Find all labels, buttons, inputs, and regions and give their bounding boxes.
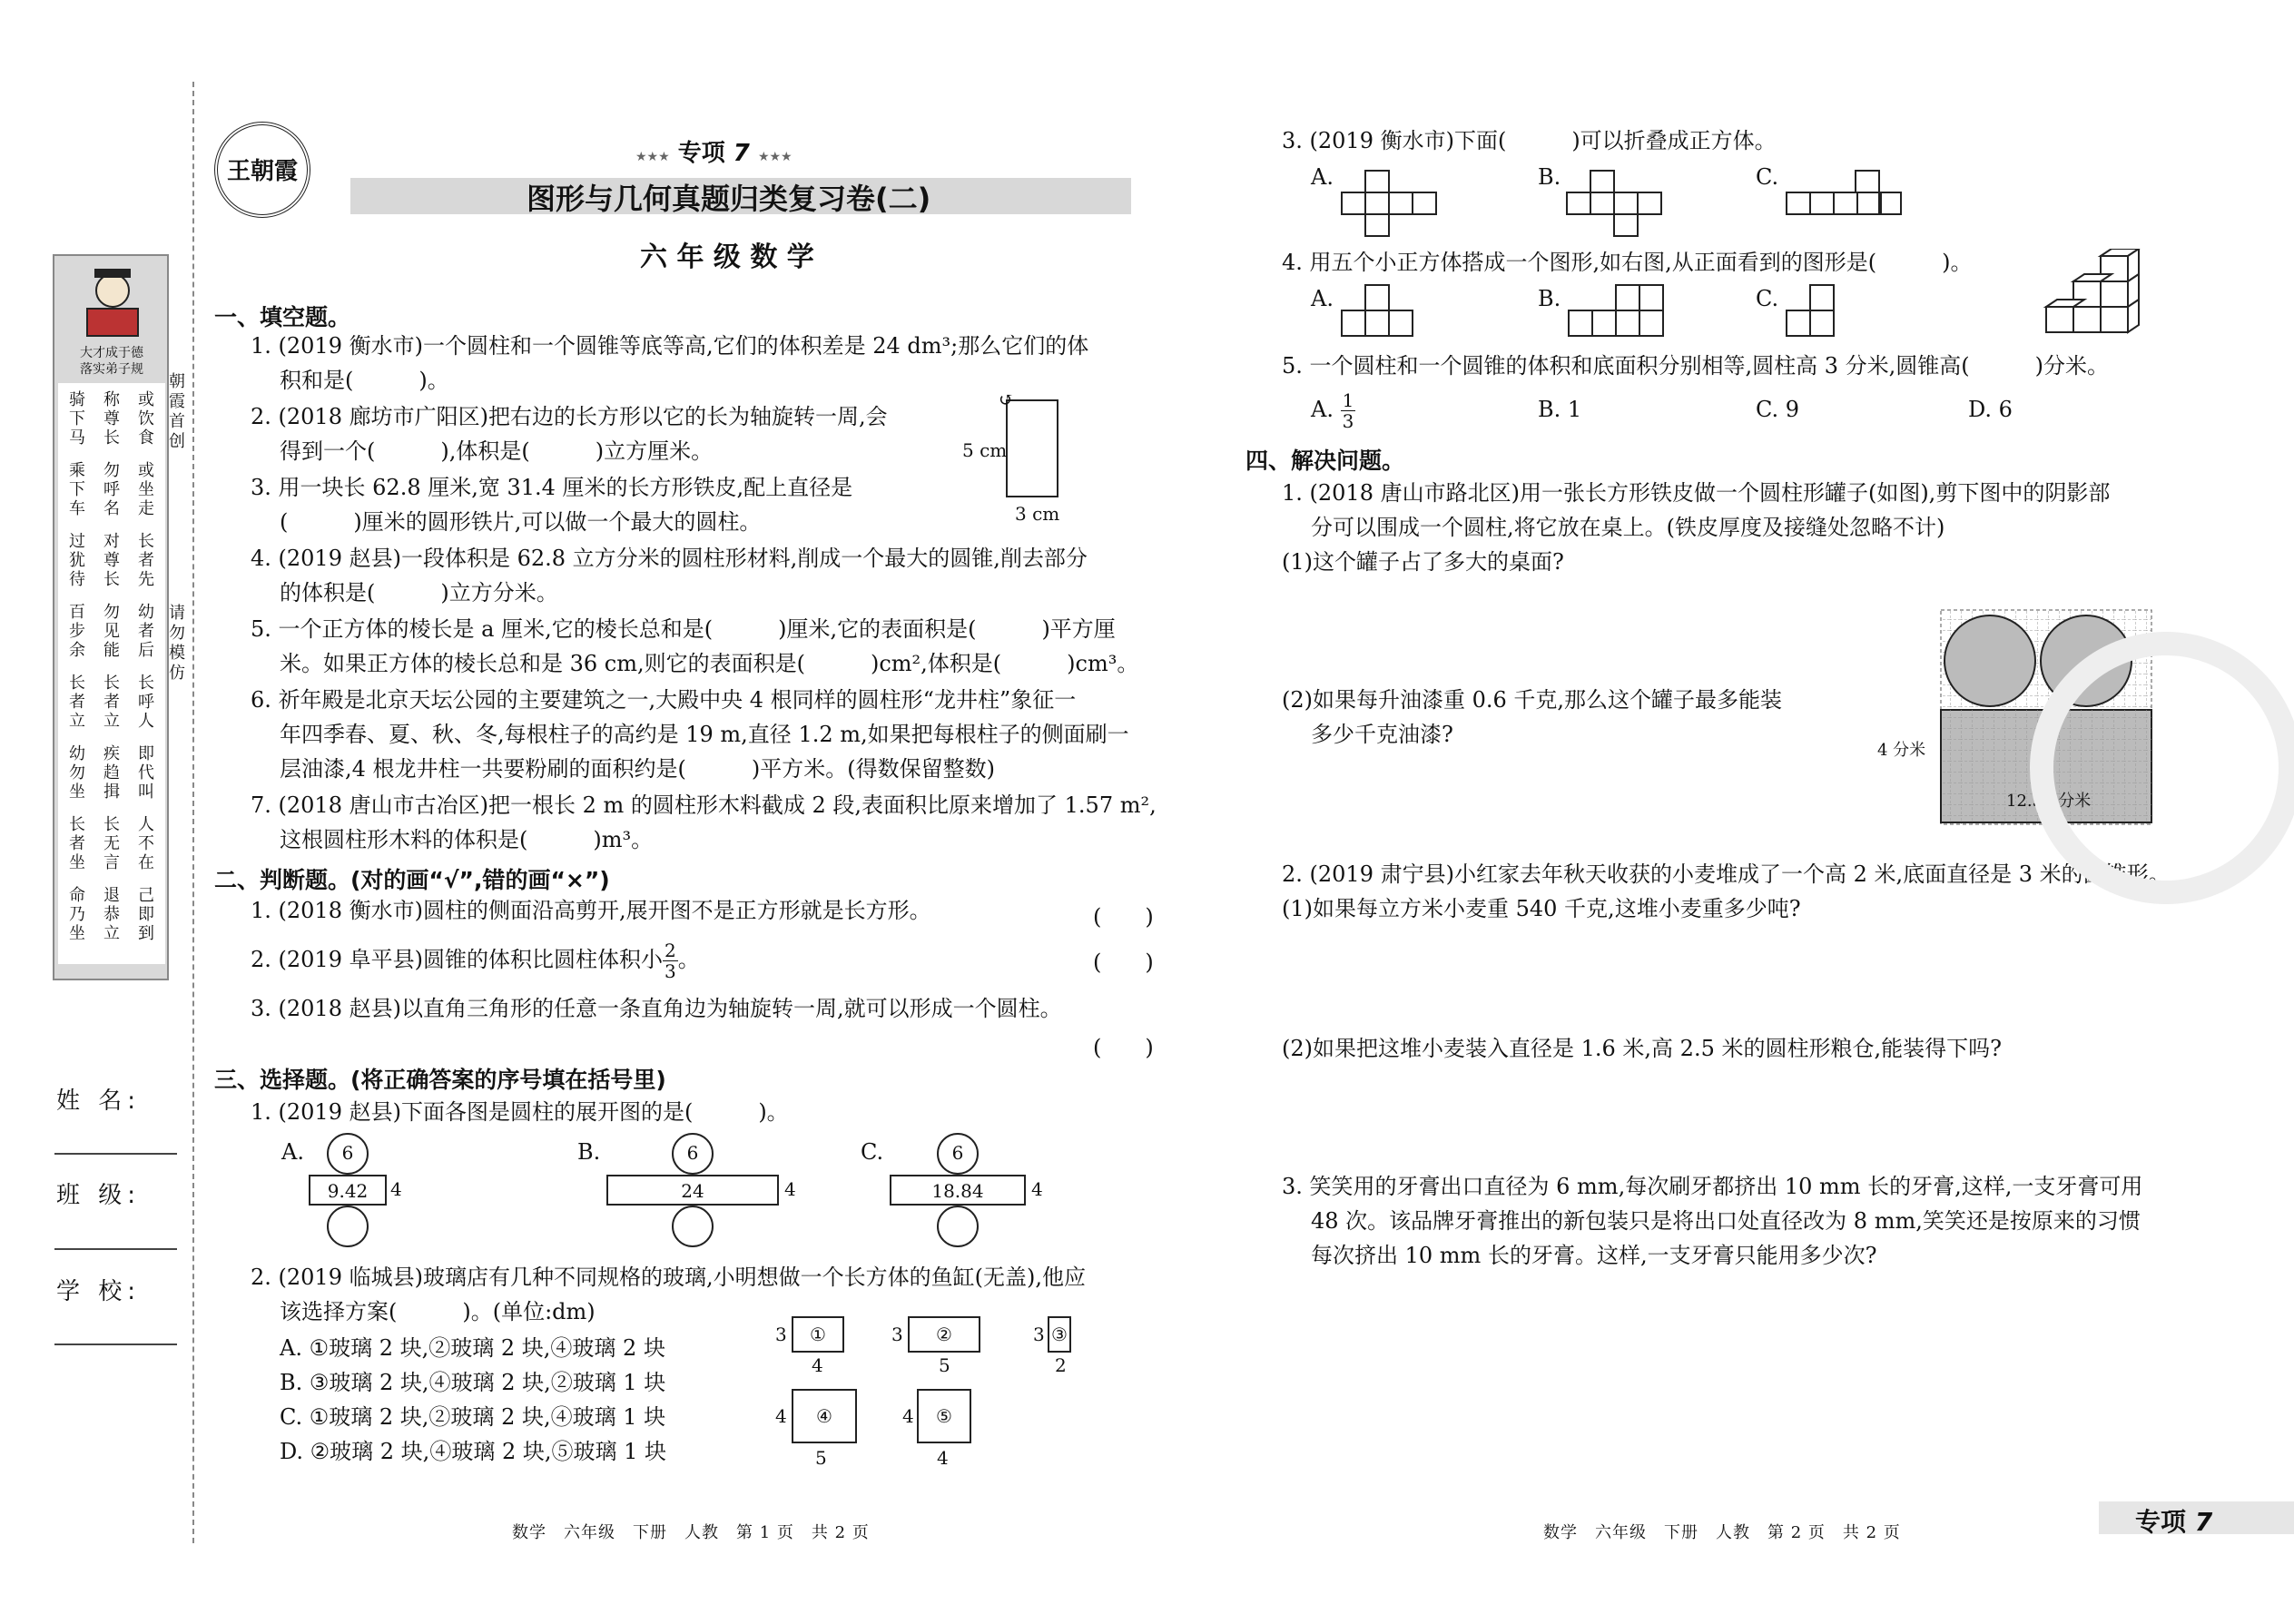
s1-q1b: 积和是( )。 [280, 368, 449, 393]
s3-q1-opt-a-label: A. [281, 1139, 304, 1165]
s4-q2: 2. (2019 肃宁县)小红家去年秋天收获的小麦堆成了一个高 2 米,底面直径是 3 米的圆锥形。 [1282, 861, 2171, 887]
view-b [1567, 283, 1676, 340]
cube-net-c [1785, 169, 1903, 238]
rotate-arrow-icon: ↺ [999, 389, 1014, 410]
s4-q1a: 1. (2018 唐山市路北区)用一张长方形铁皮做一个圆柱形罐子(如图),剪下图中的阴影部 [1282, 480, 2111, 506]
motto-line: 疾趋揖 [103, 744, 120, 802]
motto-line: 勿见能 [103, 603, 120, 660]
school-label: 学 校: [56, 1278, 142, 1305]
s2-q3-answer[interactable]: ( ) [1093, 1035, 1154, 1060]
s3-q3: 3. (2019 衡水市)下面( )可以折叠成正方体。 [1282, 128, 1777, 153]
s3-q4-opt-b: B. [1538, 286, 1561, 311]
motto-line: 长呼人 [138, 674, 154, 731]
s2-q3: 3. (2018 赵县)以直角三角形的任意一条直角边为轴旋转一周,就可以形成一个圆柱。 [251, 996, 1062, 1021]
s3-q4-opt-c: C. [1756, 286, 1779, 311]
grid-width-label: 12.56 分米 [2006, 792, 2092, 811]
glass-3: ③ [1048, 1316, 1071, 1353]
section-1-title: 一、填空题。 [214, 304, 351, 330]
glass-4: ④ [792, 1389, 857, 1443]
section-3-title: 三、选择题。(将正确答案的序号填在括号里) [214, 1067, 666, 1093]
net-b-top-circle: 6 [672, 1133, 714, 1175]
side-label-1: 朝霞首创 [169, 372, 185, 451]
s3-q2-opt-c: C. ①玻璃 2 块,②玻璃 2 块,④玻璃 1 块 [280, 1404, 666, 1430]
rect-width-label: 3 cm [1015, 503, 1060, 525]
glass-4-h: 4 [775, 1405, 787, 1427]
net-a-rect: 9.42 [309, 1175, 387, 1206]
grid-height-label: 4 分米 [1877, 741, 1926, 760]
s1-q2b: 得到一个( ),体积是( )立方厘米。 [280, 438, 714, 464]
glass-5: ⑤ [917, 1389, 971, 1443]
s4-q1-1: (1)这个罐子占了多大的桌面? [1282, 549, 1564, 575]
motto-line: 幼勿坐 [69, 744, 85, 802]
s2-q2: 2. (2019 阜平县)圆锥的体积比圆柱体积小 $\frac{2}{3}$ 。 [251, 940, 700, 982]
s4-q2-1: (1)如果每立方米小麦重 540 千克,这堆小麦重多少吨? [1282, 896, 1801, 921]
glass-1-w: 4 [812, 1354, 823, 1376]
s1-q6a: 6. 祈年殿是北京天坛公园的主要建筑之一,大殿中央 4 根同样的圆柱形“龙井柱”象征一 [251, 687, 1077, 713]
s1-q6c: 层油漆,4 根龙井柱一共要粉刷的面积约是( )平方米。(得数保留整数) [280, 756, 995, 782]
subtitle: 六 年 级 数 学 [640, 241, 814, 273]
net-c-bottom-circle [937, 1206, 979, 1247]
s4-q1b: 分可以围成一个圆柱,将它放在桌上。(铁皮厚度及接缝处忽略不计) [1311, 515, 1945, 540]
motto-line: 长无言 [103, 815, 120, 872]
s3-q5-opt-a: A. $\frac{1}{3}$ [1311, 389, 1354, 432]
motto-line: 幼者后 [138, 603, 154, 660]
s3-q3-opt-c: C. [1756, 164, 1779, 190]
glass-2: ② [908, 1316, 980, 1353]
net-a-height: 4 [390, 1178, 402, 1200]
motto-line: 长者坐 [69, 815, 85, 872]
footer-right: 数学 六年级 下册 人教 第 2 页 共 2 页 [1543, 1523, 1901, 1542]
binding-line [192, 82, 194, 1543]
s3-q1-opt-c-label: C. [861, 1139, 884, 1165]
s3-q3-opt-a: A. [1311, 164, 1334, 190]
s3-q2-opt-b: B. ③玻璃 2 块,④玻璃 2 块,②玻璃 1 块 [280, 1370, 666, 1395]
s4-q1-2b: 多少千克油漆? [1311, 722, 1453, 747]
s3-q1-opt-b-label: B. [577, 1139, 601, 1165]
net-b-bottom-circle [672, 1206, 714, 1247]
s3-q2b: 该选择方案( )。(单位:dm) [280, 1299, 596, 1324]
section-4-title: 四、解决问题。 [1245, 448, 1405, 474]
s3-q3-opt-b: B. [1538, 164, 1561, 190]
zhuanxiang-heading: ★★★ 专项 7 ★★★ [635, 140, 793, 167]
s1-q3b: ( )厘米的圆形铁片,可以做一个最大的圆柱。 [280, 509, 762, 535]
s3-q2-opt-a: A. ①玻璃 2 块,②玻璃 2 块,④玻璃 2 块 [280, 1335, 665, 1361]
s3-q5-opt-b: B. 1 [1538, 397, 1582, 422]
s1-q4b: 的体积是( )立方分米。 [280, 580, 558, 605]
s4-q3c: 每次挤出 10 mm 长的牙膏。这样,一支牙膏只能用多少次? [1311, 1243, 1877, 1268]
class-line[interactable] [54, 1248, 177, 1250]
cube-stack-figure [2037, 249, 2155, 340]
s3-q1: 1. (2019 赵县)下面各图是圆柱的展开图的是( )。 [251, 1099, 789, 1125]
glass-3-h: 3 [1033, 1324, 1045, 1345]
motto-line: 人不在 [138, 815, 154, 872]
s3-q4: 4. 用五个小正方体搭成一个图形,如右图,从正面看到的图形是( )。 [1282, 250, 1973, 275]
net-c-rect: 18.84 [890, 1175, 1026, 1206]
motto-line: 称尊长 [103, 390, 120, 448]
motto-panel [53, 254, 169, 980]
rectangle-figure [1006, 399, 1058, 497]
motto-line: 长者立 [69, 674, 85, 731]
glass-2-w: 5 [939, 1354, 950, 1376]
cube-net-a [1340, 169, 1440, 238]
watermark-seal [2030, 632, 2294, 904]
s3-q5-opt-c: C. 9 [1756, 397, 1800, 422]
motto-line: 乘下车 [69, 461, 85, 518]
s1-q7b: 这根圆柱形木料的体积是( )m³。 [280, 827, 654, 852]
motto-line: 百步余 [69, 603, 85, 660]
motto-line: 或坐走 [138, 461, 154, 518]
s3-q4-opt-a: A. [1311, 286, 1334, 311]
s2-q1-answer[interactable]: ( ) [1093, 904, 1154, 930]
motto-line: 骑下马 [69, 390, 85, 448]
motto-line: 对尊长 [103, 532, 120, 589]
net-a-bottom-circle [327, 1206, 369, 1247]
glass-1: ① [792, 1316, 844, 1353]
s1-q4a: 4. (2019 赵县)一段体积是 62.8 立方分米的圆柱形材料,削成一个最大的圆锥,削去部分 [251, 546, 1088, 571]
cube-net-b [1565, 169, 1665, 238]
rect-height-label: 5 cm [962, 439, 1008, 461]
motto-line: 己即到 [138, 886, 154, 943]
motto-line: 退恭立 [103, 886, 120, 943]
net-c-top-circle: 6 [937, 1133, 979, 1175]
s1-q3a: 3. 用一块长 62.8 厘米,宽 31.4 厘米的长方形铁皮,配上直径是 [251, 475, 853, 500]
net-a-top-circle: 6 [327, 1133, 369, 1175]
class-label: 班 级: [56, 1182, 142, 1209]
school-line[interactable] [54, 1343, 177, 1345]
s1-q7a: 7. (2018 唐山市古冶区)把一根长 2 m 的圆柱形木料截成 2 段,表面积比原来增加了 1.57 m², [251, 792, 1157, 818]
logo [214, 122, 310, 218]
s1-q5b: 米。如果正方体的棱长总和是 36 cm,则它的表面积是( )cm²,体积是( )cm³。 [280, 651, 1139, 676]
s3-q2a: 2. (2019 临城县)玻璃店有几种不同规格的玻璃,小明想做一个长方体的鱼缸(无盖),他应 [251, 1265, 1086, 1290]
section-2-title: 二、判断题。(对的画“√”,错的画“×”) [214, 867, 610, 893]
s1-q5a: 5. 一个正方体的棱长是 a 厘米,它的棱长总和是( )厘米,它的表面积是( )平方厘 [251, 616, 1116, 642]
s4-q3a: 3. 笑笑用的牙膏出口直径为 6 mm,每次刷牙都挤出 10 mm 长的牙膏,这样,一支牙膏可用 [1282, 1174, 2143, 1199]
view-c [1785, 283, 1848, 340]
s4-q2-2: (2)如果把这堆小麦装入直径是 1.6 米,高 2.5 米的圆柱形粮仓,能装得下吗? [1282, 1036, 2002, 1061]
scholar-icon [76, 265, 149, 341]
motto-line: 勿呼名 [103, 461, 120, 518]
net-c-height: 4 [1031, 1178, 1043, 1200]
name-line[interactable] [54, 1153, 177, 1155]
page-title: 图形与几何真题归类复习卷(二) [527, 182, 931, 216]
view-a [1340, 283, 1422, 340]
s3-q2-opt-d: D. ②玻璃 2 块,④玻璃 2 块,⑤玻璃 1 块 [280, 1439, 666, 1464]
s4-q1-2a: (2)如果每升油漆重 0.6 千克,那么这个罐子最多能装 [1282, 687, 1783, 713]
motto-subtitle: 落实弟子规 [80, 362, 143, 377]
s2-q2-answer[interactable]: ( ) [1093, 950, 1154, 975]
motto-title: 大才成于德 [80, 346, 143, 360]
name-label: 姓 名: [56, 1088, 142, 1115]
s1-q2a: 2. (2018 廊坊市广阳区)把右边的长方形以它的长为轴旋转一周,会 [251, 404, 888, 429]
glass-2-h: 3 [891, 1324, 903, 1345]
s4-q3b: 48 次。该品牌牙膏推出的新包装只是将出口处直径改为 8 mm,笑笑还是按原来的习惯 [1311, 1208, 2141, 1234]
net-b-height: 4 [784, 1178, 796, 1200]
glass-5-w: 4 [937, 1447, 949, 1469]
footer-left: 数学 六年级 下册 人教 第 1 页 共 2 页 [512, 1523, 870, 1542]
side-label-2: 请勿模仿 [169, 604, 185, 683]
motto-line: 命乃坐 [69, 886, 85, 943]
glass-4-w: 5 [815, 1447, 827, 1469]
glass-3-w: 2 [1055, 1354, 1067, 1376]
motto-line: 或饮食 [138, 390, 154, 448]
motto-line: 长者立 [103, 674, 120, 731]
s2-q1: 1. (2018 衡水市)圆柱的侧面沿高剪开,展开图不是正方形就是长方形。 [251, 898, 931, 923]
glass-5-h: 4 [902, 1405, 914, 1427]
footer-tag: 专项 7 [2135, 1507, 2213, 1537]
glass-1-h: 3 [775, 1324, 787, 1345]
s1-q1a: 1. (2019 衡水市)一个圆柱和一个圆锥等底等高,它们的体积差是 24 dm³;那么它们的体 [251, 333, 1089, 359]
motto-line: 长者先 [138, 532, 154, 589]
motto-line: 过犹待 [69, 532, 85, 589]
net-b-rect: 24 [606, 1175, 779, 1206]
motto-line: 即代叫 [138, 744, 154, 802]
s3-q5-opt-d: D. 6 [1968, 397, 2013, 422]
s1-q6b: 年四季春、夏、秋、冬,每根柱子的高约是 19 m,直径 1.2 m,如果把每根柱子的侧面刷一 [280, 722, 1129, 747]
motto-body [58, 383, 165, 964]
logo-text: 王朝霞 [226, 158, 298, 185]
s3-q5: 5. 一个圆柱和一个圆锥的体积和底面积分别相等,圆柱高 3 分米,圆锥高( )分米。 [1282, 353, 2110, 379]
